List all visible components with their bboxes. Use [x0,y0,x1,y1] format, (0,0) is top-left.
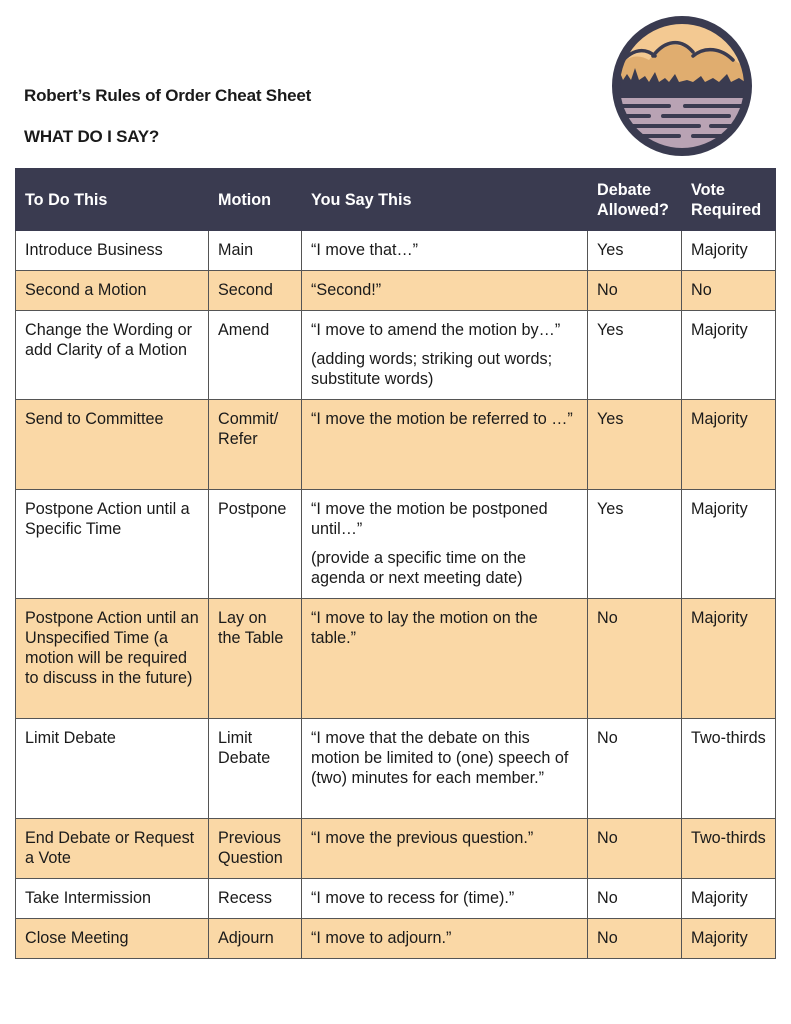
say-text: “I move the previous question.” [311,829,534,847]
table-header-row [16,169,776,231]
motion-cell: Commit/ Refer [209,400,302,490]
say-cell [302,490,588,599]
debate-cell: Yes [588,400,682,490]
todo-cell: Take Intermission [16,879,209,919]
todo-cell: Postpone Action until a Specific Time [16,490,209,599]
vote-cell: No [682,271,776,311]
todo-cell: Send to Committee [16,400,209,490]
vote-cell: Majority [682,400,776,490]
todo-cell: Change the Wording or add Clarity of a Motion [16,311,209,400]
table-row [16,719,776,819]
motion-cell: Limit Debate [209,719,302,819]
motion-cell: Main [209,231,302,271]
vote-cell: Majority [682,231,776,271]
header-motion: Motion [209,169,302,231]
debate-cell: No [588,919,682,959]
vote-cell: Two-thirds [682,719,776,819]
table-row [16,400,776,490]
debate-cell: Yes [588,231,682,271]
page-subtitle: WHAT DO I SAY? [24,127,160,146]
debate-cell: No [588,819,682,879]
motion-cell: Postpone [209,490,302,599]
say-text: “Second!” [311,281,382,299]
say-note: (provide a specific time on the agenda or next meeting date) [311,549,527,587]
say-cell [302,231,588,271]
motion-cell: Lay on the Table [209,599,302,719]
table-row [16,271,776,311]
debate-cell: Yes [588,490,682,599]
vote-cell: Two-thirds [682,819,776,879]
table-row [16,231,776,271]
say-text: “I move the motion be postponed until…” [311,500,548,538]
todo-cell: Second a Motion [16,271,209,311]
table-row [16,819,776,879]
page-title: Robert’s Rules of Order Cheat Sheet [24,86,312,105]
table-row [16,599,776,719]
say-cell [302,919,588,959]
vote-cell: Majority [682,879,776,919]
say-text: “I move the motion be referred to …” [311,410,573,428]
say-text: “I move to adjourn.” [311,929,452,947]
say-cell [302,400,588,490]
say-text: “I move that…” [311,241,419,259]
debate-cell: No [588,879,682,919]
todo-cell: Postpone Action until an Unspecified Time (a motion will be required to discuss in the future) [16,599,209,719]
vote-cell: Majority [682,490,776,599]
say-cell [302,719,588,819]
todo-cell: Limit Debate [16,719,209,819]
debate-cell: Yes [588,311,682,400]
header-vote: Vote Required [682,169,776,231]
table-row [16,879,776,919]
say-cell [302,879,588,919]
header-todo: To Do This [16,169,209,231]
todo-cell: Close Meeting [16,919,209,959]
todo-cell: End Debate or Request a Vote [16,819,209,879]
motion-cell: Second [209,271,302,311]
motion-cell: Previous Question [209,819,302,879]
say-text: “I move to recess for (time).” [311,889,515,907]
say-note: (adding words; striking out words; substitute words) [311,350,553,388]
say-cell [302,819,588,879]
say-text: “I move that the debate on this motion be limited to (one) speech of (two) minutes for each member.” [311,729,569,787]
vote-cell: Majority [682,311,776,400]
rules-table [15,168,776,959]
todo-cell: Introduce Business [16,231,209,271]
debate-cell: No [588,271,682,311]
say-cell [302,311,588,400]
header-debate: Debate Allowed? [588,169,682,231]
table-row [16,490,776,599]
say-cell [302,599,588,719]
debate-cell: No [588,719,682,819]
table-row [16,919,776,959]
lake-mountains-logo-icon [609,16,755,156]
say-text: “I move to lay the motion on the table.” [311,609,538,647]
header-say: You Say This [302,169,588,231]
table-row [16,311,776,400]
debate-cell: No [588,599,682,719]
motion-cell: Amend [209,311,302,400]
say-text: “I move to amend the motion by…” [311,321,561,339]
vote-cell: Majority [682,919,776,959]
motion-cell: Recess [209,879,302,919]
say-cell [302,271,588,311]
motion-cell: Adjourn [209,919,302,959]
vote-cell: Majority [682,599,776,719]
